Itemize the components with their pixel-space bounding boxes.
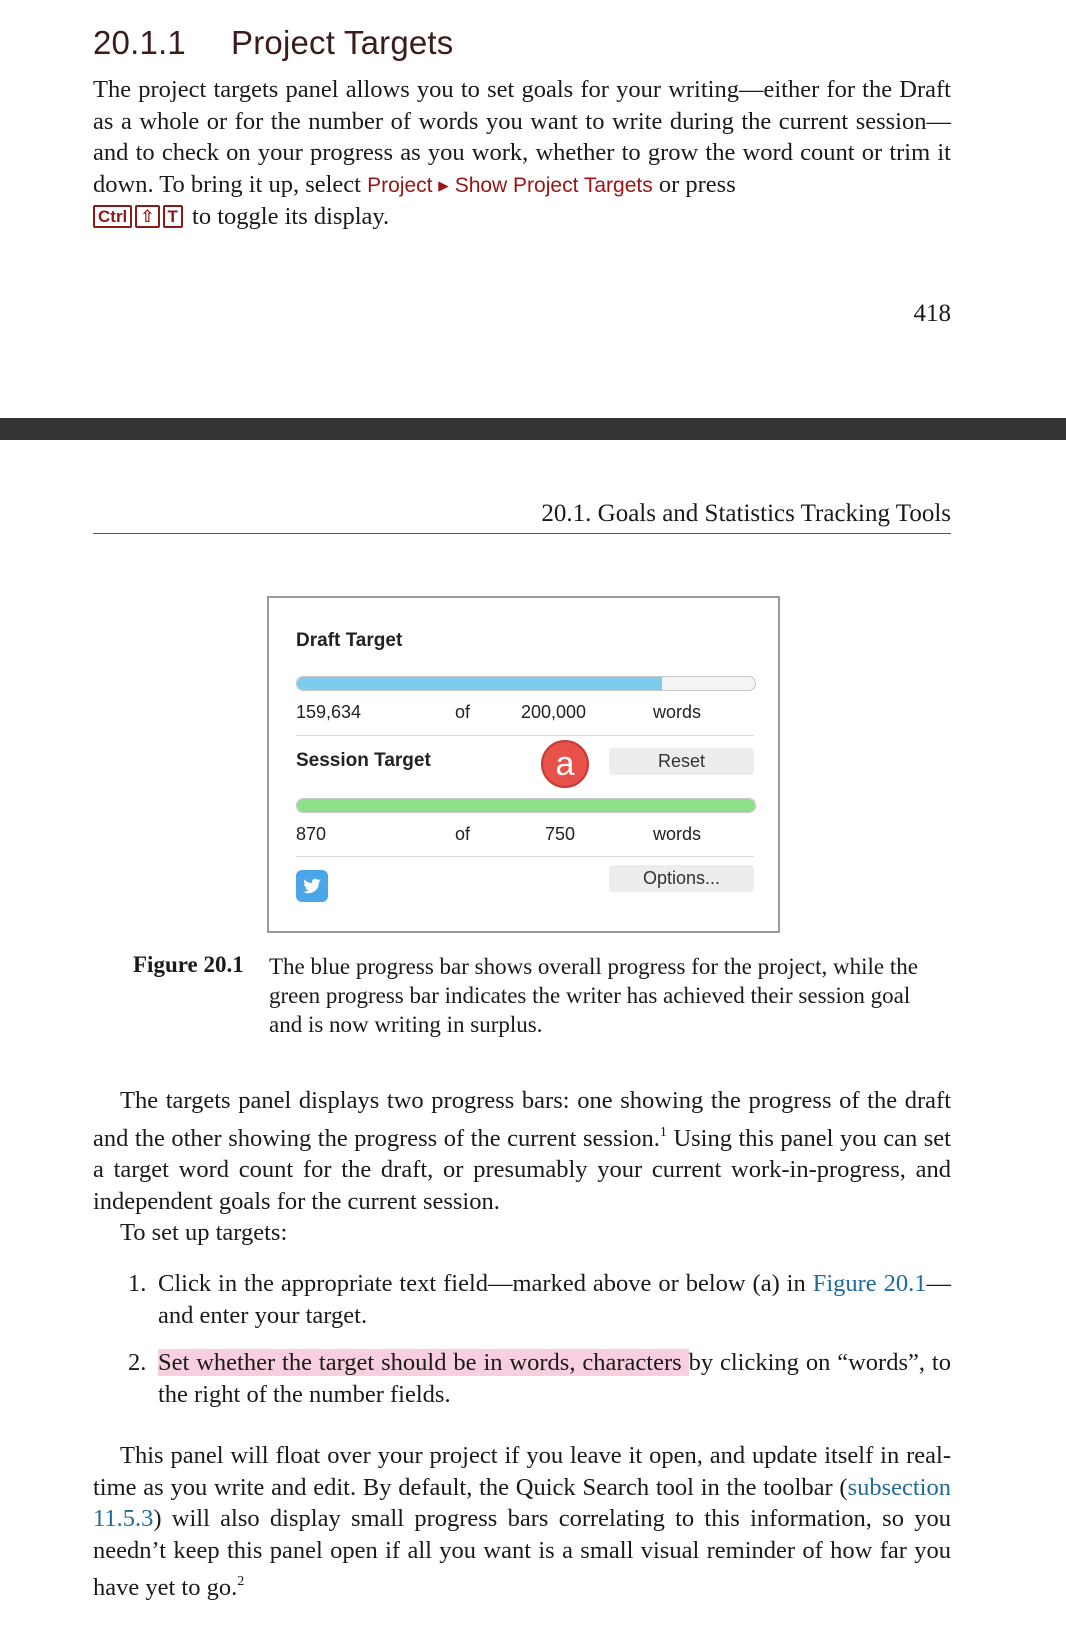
session-goal-field[interactable]: 750 xyxy=(545,824,576,844)
body-text: The targets panel displays two progress bars: one showing the progress of the draft and the other showing the progress of the current session. xyxy=(93,1087,951,1152)
options-button[interactable]: Options... xyxy=(609,865,754,892)
page-divider xyxy=(0,418,1066,440)
key-t: T xyxy=(163,205,183,228)
section-heading xyxy=(93,24,454,62)
session-target-label: Session Target xyxy=(296,750,431,771)
body-text: This panel will float over your project if you leave it open, and update itself in real-time as you write and edit. By default, the Quick Search tool in the toolbar ( xyxy=(93,1442,951,1501)
draft-progress-fill xyxy=(297,677,662,690)
section-title: Project Targets xyxy=(231,24,454,61)
list-text: —and enter your target. xyxy=(158,1270,951,1329)
menu-show-project-targets-link[interactable]: Show Project Targets xyxy=(454,173,653,197)
list-text: Click in the appropriate text field—marked above or below (a) in xyxy=(158,1270,813,1297)
panel-separator xyxy=(296,735,754,736)
steps-list xyxy=(128,1268,951,1410)
panel-separator xyxy=(296,856,754,857)
list-item xyxy=(128,1347,951,1410)
figure-20-1-link[interactable]: Figure 20.1 xyxy=(812,1270,927,1297)
list-number: 1. xyxy=(128,1270,147,1297)
body-text: ) will also display small progress bars correlating to this information, so you needn’t keep this panel open if all you want is a small visual reminder of how far you have yet to go. xyxy=(93,1505,951,1601)
intro-paragraph xyxy=(93,74,951,233)
project-targets-panel xyxy=(267,596,780,933)
running-head: 20.1. Goals and Statistics Tracking Tools xyxy=(541,500,951,527)
body-paragraph-1 xyxy=(93,1085,951,1249)
list-text: by clicking on “words”, to the right of the number fields. xyxy=(158,1349,951,1408)
draft-unit-selector[interactable]: words xyxy=(653,702,702,722)
key-shift: ⇧ xyxy=(135,205,159,228)
key-ctrl: Ctrl xyxy=(93,205,132,228)
page-number: 418 xyxy=(913,300,951,327)
section-number: 20.1.1 xyxy=(93,24,186,61)
draft-goal-field[interactable]: 200,000 xyxy=(521,702,587,722)
list-number: 2. xyxy=(128,1349,147,1376)
setup-targets-text: To set up targets: xyxy=(120,1219,288,1246)
session-progress-bar xyxy=(296,798,756,813)
body-paragraph-2 xyxy=(93,1440,951,1604)
subsection-11-5-3-link[interactable]: subsection 11.5.3 xyxy=(93,1473,951,1532)
menu-project-link[interactable]: Project xyxy=(367,173,433,197)
session-current-count[interactable]: 870 xyxy=(296,824,327,844)
figure-caption: The blue progress bar shows overall progress for the project, while the green progress bar indicates the writer has achieved their session goal and is now writing in surplus. xyxy=(269,954,918,1037)
session-of-text: of xyxy=(455,824,471,844)
highlighted-text: Set whether the target should be in words, characters xyxy=(158,1349,689,1376)
twitter-bird-icon xyxy=(296,870,328,902)
twitter-share-button[interactable] xyxy=(296,870,328,902)
draft-target-label: Draft Target xyxy=(296,630,403,651)
toggle-text: to toggle its display. xyxy=(185,203,390,230)
or-press-text: or press xyxy=(652,170,736,198)
session-unit-selector[interactable]: words xyxy=(653,824,702,844)
figure-label: Figure 20.1 xyxy=(133,952,244,977)
draft-progress-bar xyxy=(296,676,756,691)
draft-of-text: of xyxy=(455,702,471,722)
list-item xyxy=(128,1268,951,1331)
footnote-marker-1[interactable]: 1 xyxy=(659,1124,667,1140)
draft-current-count[interactable]: 159,634 xyxy=(296,702,362,722)
header-rule xyxy=(93,533,951,534)
annotation-marker: a xyxy=(541,740,589,788)
body-text: Using this panel you can set a target word count for the draft, or presumably your current work-in-progress, and independent goals for the current session. xyxy=(93,1124,951,1215)
menu-arrow-icon: ▸ xyxy=(432,173,455,197)
footnote-marker-2[interactable]: 2 xyxy=(237,1574,245,1589)
reset-button[interactable]: Reset xyxy=(609,748,754,775)
session-progress-fill xyxy=(297,799,755,812)
intro-text: The project targets panel allows you to set goals for your writing—either for the Draft as a whole or for the number of words you want to write during the current session—and to check on your progress as you work, whether to grow the word count or trim it down. To bring it up, select xyxy=(93,76,951,198)
